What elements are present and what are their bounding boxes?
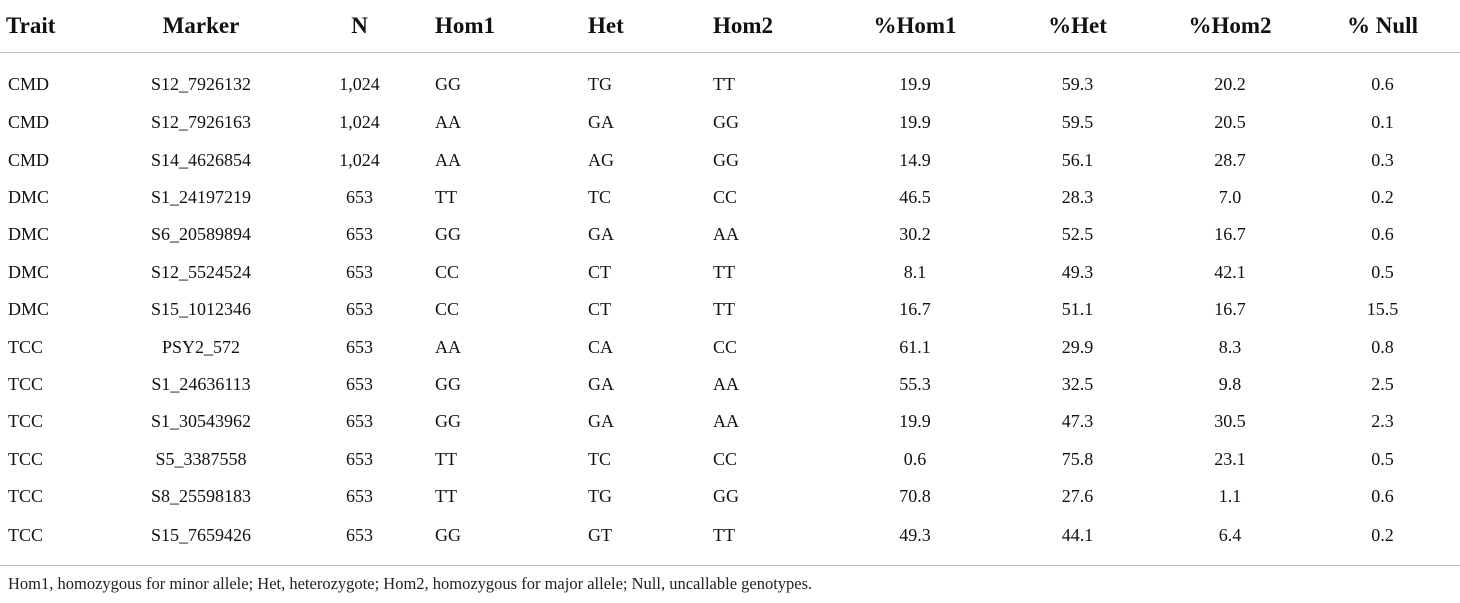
header-pct-hom1: %Hom1 [830, 0, 1000, 53]
cell-hom2: GG [713, 486, 739, 507]
cell-pct-het: 49.3 [1061, 261, 1094, 282]
cell-pct-null: 0.3 [1371, 149, 1394, 170]
header-trait: Trait [0, 0, 110, 53]
cell-pct-hom1: 49.3 [830, 515, 1000, 566]
cell-pct-het: 59.3 [1061, 74, 1094, 94]
cell-pct-hom2: 28.7 [1214, 149, 1246, 170]
cell-pct-het: 75.8 [1061, 448, 1094, 469]
cell-trait: TCC [8, 373, 44, 394]
header-het: Het [580, 0, 705, 53]
table-body [0, 53, 1460, 566]
cell-hom1: GG [435, 411, 461, 432]
cell-trait: TCC [8, 448, 44, 469]
cell-pct-null: 0.2 [1371, 186, 1394, 207]
cell-pct-het: 56.1 [1061, 149, 1094, 170]
cell-marker: S15_7659426 [110, 515, 292, 566]
cell-pct-het: 52.5 [1061, 224, 1094, 245]
cell-pct-hom1: 19.9 [899, 112, 931, 133]
table-row [0, 104, 1460, 141]
cell-marker: PSY2_572 [161, 336, 241, 357]
cell-pct-null: 0.5 [1371, 448, 1394, 469]
cell-marker: S6_20589894 [150, 224, 251, 245]
cell-trait: TCC [8, 411, 44, 432]
cell-pct-null: 0.1 [1371, 112, 1394, 133]
cell-pct-hom1: 16.7 [899, 299, 931, 320]
cell-pct-hom2: 23.1 [1214, 448, 1246, 469]
cell-pct-hom2: 9.8 [1218, 373, 1242, 394]
cell-het: TG [588, 74, 612, 94]
cell-pct-het: 28.3 [1061, 186, 1094, 207]
cell-n: 653 [346, 261, 373, 282]
cell-pct-null: 2.5 [1371, 373, 1394, 394]
cell-hom2: AA [713, 224, 739, 245]
cell-hom2: AA [713, 411, 739, 432]
cell-het: CT [588, 299, 612, 320]
cell-pct-hom1: 14.9 [899, 149, 931, 170]
cell-het: TC [588, 186, 612, 207]
table-row [0, 441, 1460, 478]
cell-hom1: AA [435, 112, 461, 133]
cell-pct-hom1: 19.9 [899, 74, 931, 94]
cell-het: AG [588, 149, 614, 170]
cell-het: GA [588, 112, 614, 133]
table-footnote: Hom1, homozygous for minor allele; Het, heterozygote; Hom2, homozygous for major allele; Null, uncallable genotypes. [8, 574, 813, 593]
cell-pct-hom1: 0.6 [903, 448, 927, 469]
cell-hom2: AA [713, 373, 739, 394]
cell-pct-hom1: 55.3 [899, 373, 931, 394]
table-row [0, 328, 1460, 365]
cell-pct-het: 59.5 [1061, 112, 1094, 133]
cell-marker: S1_30543962 [150, 411, 251, 432]
cell-het: GT [580, 515, 705, 566]
cell-pct-het: 44.1 [1000, 515, 1155, 566]
header-marker: Marker [110, 0, 292, 53]
cell-pct-hom2: 30.5 [1214, 411, 1246, 432]
cell-pct-null: 2.3 [1371, 411, 1394, 432]
cell-pct-het: 51.1 [1061, 299, 1094, 320]
table-row [0, 291, 1460, 328]
header-hom1: Hom1 [427, 0, 580, 53]
cell-hom2: GG [713, 149, 739, 170]
table-row [0, 478, 1460, 515]
cell-hom1: AA [435, 336, 461, 357]
cell-het: CT [588, 261, 612, 282]
cell-marker: S12_7926163 [150, 112, 251, 133]
cell-trait: TCC [8, 486, 44, 507]
header-n: N [292, 0, 427, 53]
header-pct-hom2: %Hom2 [1155, 0, 1305, 53]
cell-pct-hom2: 20.5 [1214, 112, 1246, 133]
header-hom2: Hom2 [705, 0, 830, 53]
cell-pct-null: 0.2 [1305, 515, 1460, 566]
cell-n: 653 [346, 186, 373, 207]
cell-n: 1,024 [339, 112, 380, 133]
cell-n: 653 [346, 373, 373, 394]
cell-trait: TCC [0, 515, 110, 566]
cell-trait: DMC [8, 299, 50, 320]
cell-pct-hom2: 16.7 [1214, 224, 1246, 245]
cell-marker: S12_5524524 [150, 261, 251, 282]
cell-pct-null: 0.6 [1371, 224, 1394, 245]
cell-trait: TCC [8, 336, 44, 357]
cell-n: 653 [346, 486, 373, 507]
cell-marker: S1_24197219 [150, 186, 251, 207]
cell-hom1: GG [435, 224, 461, 245]
table-row [0, 254, 1460, 291]
cell-het: GA [588, 411, 614, 432]
header-pct-het: %Het [1000, 0, 1155, 53]
cell-pct-hom2: 6.4 [1155, 515, 1305, 566]
table-row [0, 53, 1460, 105]
cell-hom2: CC [713, 336, 738, 357]
cell-hom1: TT [435, 448, 457, 469]
cell-pct-hom2: 42.1 [1214, 261, 1246, 282]
cell-hom1: CC [435, 299, 460, 320]
cell-pct-hom1: 70.8 [899, 486, 931, 507]
cell-trait: CMD [8, 112, 50, 133]
cell-pct-het: 47.3 [1061, 411, 1094, 432]
table-row [0, 366, 1460, 403]
cell-pct-null: 0.5 [1371, 261, 1394, 282]
table-row [0, 515, 1460, 566]
cell-hom2: GG [713, 112, 739, 133]
cell-hom2: TT [713, 261, 735, 282]
cell-n: 1,024 [339, 149, 380, 170]
cell-marker: S1_24636113 [151, 373, 251, 394]
table-row [0, 141, 1460, 178]
cell-pct-null: 0.8 [1371, 336, 1394, 357]
cell-het: TC [588, 448, 612, 469]
cell-n: 653 [346, 411, 373, 432]
cell-hom2: TT [713, 74, 735, 94]
cell-trait: DMC [8, 261, 50, 282]
cell-het: CA [588, 336, 614, 357]
cell-n: 1,024 [339, 74, 380, 94]
cell-marker: S14_4626854 [150, 149, 251, 170]
cell-n: 653 [346, 336, 373, 357]
cell-het: GA [588, 224, 614, 245]
cell-pct-het: 32.5 [1061, 373, 1094, 394]
cell-trait: CMD [8, 74, 50, 94]
cell-hom1: GG [435, 373, 461, 394]
cell-pct-hom2: 8.3 [1218, 336, 1242, 357]
cell-hom2: CC [713, 186, 738, 207]
cell-pct-hom1: 61.1 [899, 336, 931, 357]
cell-hom2: CC [713, 448, 738, 469]
table-row [0, 216, 1460, 253]
cell-pct-null: 0.6 [1371, 74, 1394, 94]
cell-hom2: TT [713, 299, 735, 320]
cell-hom2: TT [705, 515, 830, 566]
header-pct-null: % Null [1305, 0, 1460, 53]
cell-pct-hom2: 20.2 [1214, 74, 1246, 94]
cell-pct-hom2: 1.1 [1218, 486, 1242, 507]
cell-het: GA [588, 373, 614, 394]
header-row [0, 0, 1460, 53]
cell-trait: CMD [8, 149, 50, 170]
cell-hom1: GG [427, 515, 580, 566]
cell-pct-hom1: 46.5 [899, 186, 931, 207]
cell-marker: S12_7926132 [150, 74, 251, 94]
cell-pct-het: 27.6 [1061, 486, 1094, 507]
cell-marker: S8_25598183 [150, 486, 251, 507]
cell-marker: S5_3387558 [155, 448, 247, 469]
cell-hom1: CC [435, 261, 460, 282]
cell-pct-null: 0.6 [1371, 486, 1394, 507]
cell-trait: DMC [8, 224, 50, 245]
cell-n: 653 [346, 448, 373, 469]
cell-pct-null: 15.5 [1366, 299, 1399, 320]
cell-hom1: AA [435, 149, 461, 170]
cell-trait: DMC [8, 186, 50, 207]
table-row [0, 403, 1460, 440]
cell-het: TG [588, 486, 612, 507]
cell-pct-hom2: 16.7 [1214, 299, 1246, 320]
cell-marker: S15_1012346 [150, 299, 251, 320]
cell-hom1: GG [435, 74, 461, 94]
cell-hom1: TT [435, 486, 457, 507]
cell-pct-hom2: 7.0 [1218, 186, 1242, 207]
cell-pct-het: 29.9 [1061, 336, 1094, 357]
cell-n: 653 [346, 224, 373, 245]
cell-pct-hom1: 30.2 [899, 224, 931, 245]
cell-n: 653 [346, 299, 373, 320]
cell-pct-hom1: 8.1 [903, 261, 927, 282]
cell-n: 653 [292, 515, 427, 566]
cell-hom1: TT [435, 186, 457, 207]
cell-pct-hom1: 19.9 [899, 411, 931, 432]
table-row [0, 179, 1460, 216]
